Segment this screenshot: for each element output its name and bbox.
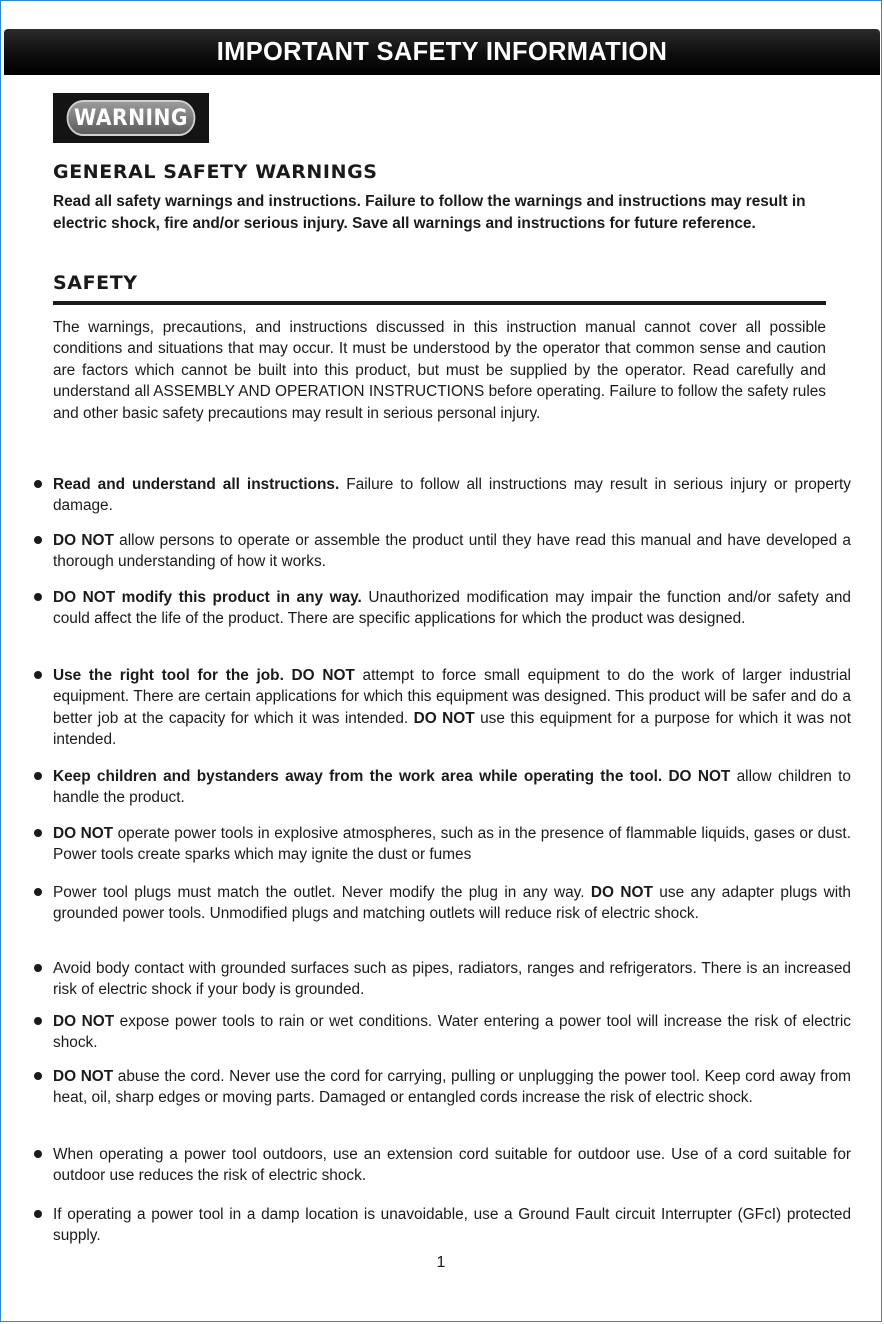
list-item: Power tool plugs must match the outlet. Never modify the plug in any way. DO NOT use any adapter plugs with grounded power tools. Unmodified plugs and matching outlets will reduce risk of electric shock.: [33, 882, 851, 925]
general-safety-heading: GENERAL SAFETY WARNINGS: [53, 161, 378, 183]
list-item: DO NOT abuse the cord. Never use the cord for carrying, pulling or unplugging the power tool. Keep cord away from heat, oil, sharp edges or moving parts. Damaged or entangled cords increase the risk of electric shock.: [33, 1066, 851, 1109]
safety-paragraph: The warnings, precautions, and instructions discussed in this instruction manual cannot cover all possible conditions and situations that may occur. It must be understood by the operator that common sense and caution are factors which cannot be built into this product, but must be supplied by the operator. Read carefully and understand all ASSEMBLY AND OPERATION INSTRUCTIONS before operating. Failure to follow the safety rules and other basic safety precautions may result in serious personal injury.: [53, 319, 826, 422]
bullet-icon: [34, 1150, 42, 1158]
page-number: 1: [436, 1254, 446, 1271]
list-item: DO NOT allow persons to operate or assemble the product until they have read this manual and have developed a thorough understanding of how it works.: [33, 530, 851, 573]
bullet-icon: [34, 888, 42, 896]
list-item: Use the right tool for the job. DO NOT attempt to force small equipment to do the work of larger industrial equipment. There are certain applications for which this equipment was designed. This product will be safer and do a better job at the capacity for which it was intended. DO NOT use this equipment for a purpose for which it was not intended.: [33, 665, 851, 751]
list-item: Avoid body contact with grounded surfaces such as pipes, radiators, ranges and refrigerators. There is an increased risk of electric shock if your body is grounded.: [33, 958, 851, 1001]
bullet-icon: [34, 593, 42, 601]
list-item: DO NOT expose power tools to rain or wet conditions. Water entering a power tool will increase the risk of electric shock.: [33, 1011, 851, 1054]
bullet-icon: [34, 671, 42, 679]
safety-heading: SAFETY: [53, 272, 138, 294]
list-item: DO NOT modify this product in any way. Unauthorized modification may impair the function and/or safety and could affect the life of the product. There are specific applications for which the product was designed.: [33, 587, 851, 630]
general-safety-text: Read all safety warnings and instructions. Failure to follow the warnings and instructions may result in electric shock, fire and/or serious injury. Save all warnings and instructions for future reference.: [53, 193, 806, 232]
list-item: Keep children and bystanders away from the work area while operating the tool. DO NOT allow children to handle the product.: [33, 766, 851, 809]
bullet-icon: [34, 480, 42, 488]
bullet-icon: [34, 1072, 42, 1080]
bullet-icon: [34, 829, 42, 837]
list-item: When operating a power tool outdoors, use an extension cord suitable for outdoor use. Use of a cord suitable for outdoor use reduces the risk of electric shock.: [33, 1144, 851, 1187]
page-title: IMPORTANT SAFETY INFORMATION: [216, 37, 668, 66]
warning-badge: [53, 93, 209, 143]
bullet-icon: [34, 772, 42, 780]
bullet-icon: [34, 1210, 42, 1218]
list-item: Read and understand all instructions. Failure to follow all instructions may result in serious injury or property damage.: [33, 474, 851, 517]
bullet-icon: [34, 1017, 42, 1025]
list-item: DO NOT operate power tools in explosive atmospheres, such as in the presence of flammable liquids, gases or dust. Power tools create sparks which may ignite the dust or fumes: [33, 823, 851, 866]
list-item: If operating a power tool in a damp location is unavoidable, use a Ground Fault circuit Interrupter (GFcI) protected supply.: [33, 1204, 851, 1247]
header-bar: [4, 29, 880, 75]
section-divider: [53, 301, 826, 305]
bullet-icon: [34, 536, 42, 544]
warning-label: WARNING: [67, 100, 196, 136]
bullet-icon: [34, 964, 42, 972]
